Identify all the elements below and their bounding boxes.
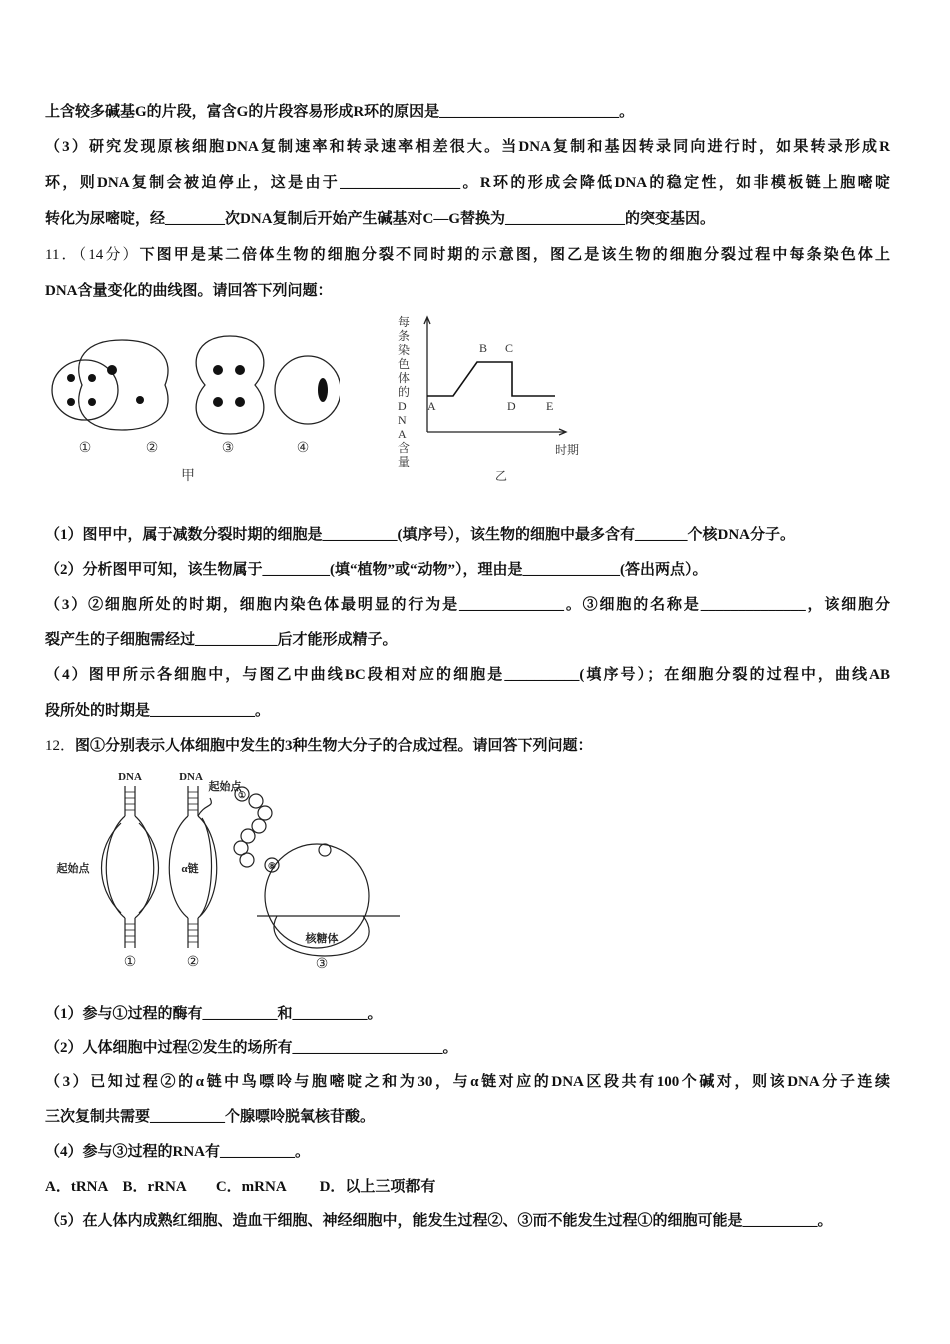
- cell-label-1: ①: [78, 441, 92, 456]
- point-e: E: [546, 399, 554, 413]
- figure-yi-caption: 乙: [495, 469, 508, 483]
- q11-line-3: （3）②细胞所处的时期，细胞内染色体最明显的行为是______________。③细胞的名称是______________，该细胞分: [45, 597, 890, 613]
- cell-3: [196, 336, 264, 434]
- point-a: A: [427, 399, 436, 413]
- figure-jia: [40, 330, 340, 490]
- cell-label-3: ③: [221, 441, 235, 456]
- q11-line-5: （4）图甲所示各细胞中，与图乙中曲线BC段相对应的细胞是__________(填序号）；在细胞分裂的过程中，曲线AB: [45, 667, 890, 683]
- q12-line-5: （4）参与③过程的RNA有__________。: [45, 1144, 310, 1160]
- line-top-0: 上含较多碱基G的片段，富含G的片段容易形成R环的原因是________________________。: [45, 104, 635, 120]
- q11-line-6: 段所处的时期是______________。: [45, 703, 271, 719]
- q12-options: A．tRNA B．rRNA C．mRNA D．以上三项都有: [45, 1179, 436, 1195]
- point-d: D: [507, 399, 516, 413]
- chain-start-label: ①: [237, 790, 247, 800]
- q12-intro-text: 图①分别表示人体细胞中发生的3种生物大分子的合成过程。请回答下列问题：: [75, 738, 593, 754]
- q11-intro-text: 下图甲是某二倍体生物的细胞分裂不同时期的示意图，图乙是该生物的细胞分裂过程中每条染色体上: [139, 247, 890, 263]
- cell-2: [79, 340, 168, 430]
- q11-line-2: （2）分析图甲可知，该生物属于_________(填“植物”或“动物”），理由是_____________(答出两点）。: [45, 562, 708, 578]
- q11-number: 11．（14分）: [45, 247, 140, 263]
- q12-line-1: （1）参与①过程的酶有__________和__________。: [45, 1006, 383, 1022]
- process-label-1: ①: [123, 955, 137, 970]
- q12-line-4: 三次复制共需要__________个腺嘌呤脱氧核苷酸。: [45, 1109, 376, 1125]
- ribosome-label: 核糖体: [305, 933, 339, 945]
- q12-line-3: （3）已知过程②的α链中鸟嘌呤与胞嘧啶之和为30，与α链对应的DNA区段共有100个碱对，则该DNA分子连续: [45, 1074, 890, 1090]
- q11-intro: [45, 245, 890, 265]
- dna-label-1: DNA: [118, 771, 142, 783]
- line-top-2: 环，则DNA复制会被迫停止，这是由于________________。R环的形成会降低DNA的稳定性，如非模板链上胞嘧啶: [45, 175, 890, 191]
- chain-pos-label: ⑧: [267, 861, 277, 871]
- q11-intro2: DNA含量变化的曲线图。请回答下列问题：: [45, 283, 333, 299]
- cell-label-2: ②: [145, 441, 159, 456]
- point-b: B: [479, 341, 488, 355]
- alpha-chain-label: α链: [181, 863, 199, 875]
- process-label-3: ③: [315, 957, 329, 972]
- point-c: C: [505, 341, 514, 355]
- figure-q12: [45, 768, 405, 973]
- figure-yi: [415, 312, 605, 487]
- dna-label-2: DNA: [179, 771, 203, 783]
- q11-line-4: 裂产生的子细胞需经过___________后才能形成精子。: [45, 632, 398, 648]
- yi-xlabel: 时期: [555, 443, 580, 457]
- origin-label-1: 起始点: [56, 863, 90, 875]
- yi-ylabel: 每条染色体的DNA含量: [398, 315, 411, 469]
- q11-line-1: （1）图甲中，属于减数分裂时期的细胞是__________(填序号），该生物的细胞中最多含有_______个核DNA分子。: [45, 527, 795, 543]
- q12-line-7: （5）在人体内成熟红细胞、造血干细胞、神经细胞中，能发生过程②、③而不能发生过程①的细胞可能是__________。: [45, 1213, 833, 1229]
- process-label-2: ②: [186, 955, 200, 970]
- figure-jia-caption: 甲: [181, 469, 195, 484]
- origin-label-2: 起始点: [208, 781, 242, 793]
- cell-label-4: ④: [296, 441, 310, 456]
- q12-number: 12．: [45, 738, 76, 754]
- line-top-3: 转化为尿嘧啶，经________次DNA复制后开始产生碱基对C—G替换为________________的突变基因。: [45, 211, 716, 227]
- cell-4: [275, 356, 340, 424]
- line-top-1: （3）研究发现原核细胞DNA复制速率和转录速率相差很大。当DNA复制和基因转录同向进行时，如果转录形成R: [45, 139, 890, 155]
- dna-content-curve: [427, 362, 555, 396]
- q12-intro: [45, 736, 593, 756]
- q12-line-2: （2）人体细胞中过程②发生的场所有____________________。: [45, 1040, 458, 1056]
